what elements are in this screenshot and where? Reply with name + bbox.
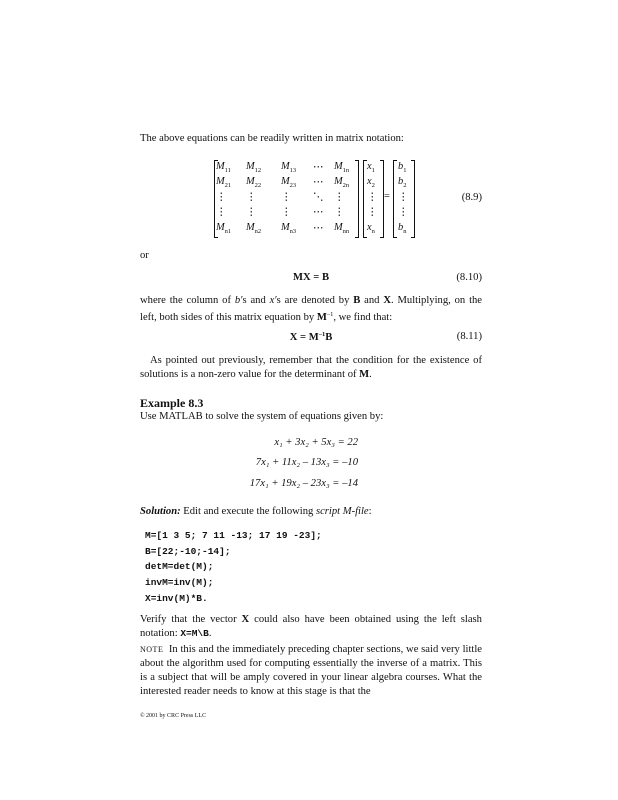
vector-b-entry: ⋮ [398, 192, 409, 203]
paragraph-note: NOTE In this and the immediately preceding chapter sections, we said very little about the algorithm used for computing essentially the inverse of a matrix. This is a subject that will be amply covered in your linear algebra courses. What the interested reader needs to know at this stage is that the [140, 644, 483, 697]
system-equation: 7x₁ + 11x₂ – 13x₃ = –10 [255, 457, 358, 468]
vector-b-left-bracket [393, 160, 397, 238]
matrix-cell: ⋯ [313, 177, 324, 188]
matrix-cell: ⋯ [313, 207, 324, 218]
matrix-cell: $M_{n2}$ [246, 222, 262, 235]
solution-line: Solution: Edit and execute the following script M-file: [140, 506, 372, 517]
matrix-cell: $M_{13}$ [281, 161, 297, 174]
matrix-cell: ⋮ [246, 192, 257, 203]
matrix-cell: ⋮ [281, 207, 292, 218]
equation-8-11: $X = M^{-1}B$ [289, 331, 333, 343]
matrix-cell: $M_{21}$ [216, 176, 232, 189]
code-line: detM=det(M); [145, 561, 214, 572]
code-line: invM=inv(M); [145, 577, 214, 588]
equation-number-8-10: (8.10) [456, 272, 482, 283]
system-equation: x₁ + 3x₂ + 5x₃ = 22 [274, 437, 358, 448]
code-line: X=inv(M)*B. [145, 593, 208, 604]
vector-b-entry: $b_1$ [398, 161, 407, 174]
matrix-cell: ⋮ [246, 207, 257, 218]
matrix-cell: $M_{n1}$ [216, 222, 232, 235]
or-text: or [140, 250, 149, 261]
example-text: Use MATLAB to solve the system of equations given by: [140, 411, 384, 422]
paragraph-determinant: As pointed out previously, remember that the condition for the existence of solutions is a non-zero value for the determinant of M. [140, 355, 482, 380]
matrix-cell: ⋯ [313, 162, 324, 173]
code-line: M=[1 3 5; 7 11 -13; 17 19 -23]; [145, 530, 322, 541]
equation-number-8-11: (8.11) [456, 331, 482, 342]
matrix-cell: ⋱ [313, 192, 324, 203]
matrix-cell: ⋮ [334, 192, 345, 203]
matrix-cell: ⋮ [334, 207, 345, 218]
matrix-cell: $M_{11}$ [216, 161, 231, 174]
matrix-cell: $M_{22}$ [246, 176, 262, 189]
vector-x-entry: $x_n$ [367, 222, 375, 235]
equation-number-8-9: (8.9) [461, 192, 482, 203]
vector-x-entry: ⋮ [367, 192, 378, 203]
vector-x-entry: $x_1$ [367, 161, 375, 174]
matrix-cell: $M_{2n}$ [334, 176, 350, 189]
matrix-cell: ⋮ [281, 192, 292, 203]
intro-text: The above equations can be readily written in matrix notation: [140, 133, 404, 144]
matrix-cell: $M_{23}$ [281, 176, 297, 189]
matrix-cell: $M_{n3}$ [281, 222, 297, 235]
vector-b-right-bracket [411, 160, 415, 238]
matrix-cell: ⋮ [216, 192, 227, 203]
vector-x-entry: ⋮ [367, 207, 378, 218]
code-line: B=[22;-10;-14]; [145, 546, 231, 557]
vector-b-entry: ⋮ [398, 207, 409, 218]
matrix-equation [0, 0, 618, 240]
matrix-equals-sign: = [384, 191, 390, 202]
system-equation: 17x₁ + 19x₂ – 23x₃ = –14 [249, 478, 358, 489]
vector-b-entry: $b_n$ [398, 222, 407, 235]
matrix-cell: $M_{1n}$ [334, 161, 350, 174]
equation-8-10: MX = B [292, 272, 330, 283]
matrix-m-right-bracket [355, 160, 359, 238]
paragraph-verify: Verify that the vector X could also have been obtained using the left slash notation: X=M\B. [140, 614, 482, 639]
vector-b-entry: $b_2$ [398, 176, 407, 189]
paragraph-multiplying: where the column of b′s and x′s are denoted by B and X. Multiplying, on the left, both sides of this matrix equation by $M^{-1}$, we find that: [140, 295, 483, 323]
matrix-cell: $M_{12}$ [246, 161, 262, 174]
vector-x-entry: $x_2$ [367, 176, 375, 189]
matrix-cell: ⋯ [313, 223, 324, 234]
example-heading: Example 8.3 [140, 396, 204, 410]
copyright-footer: © 2001 by CRC Press LLC [140, 713, 207, 719]
matrix-cell: ⋮ [216, 207, 227, 218]
matrix-cell: $M_{nn}$ [334, 222, 350, 235]
